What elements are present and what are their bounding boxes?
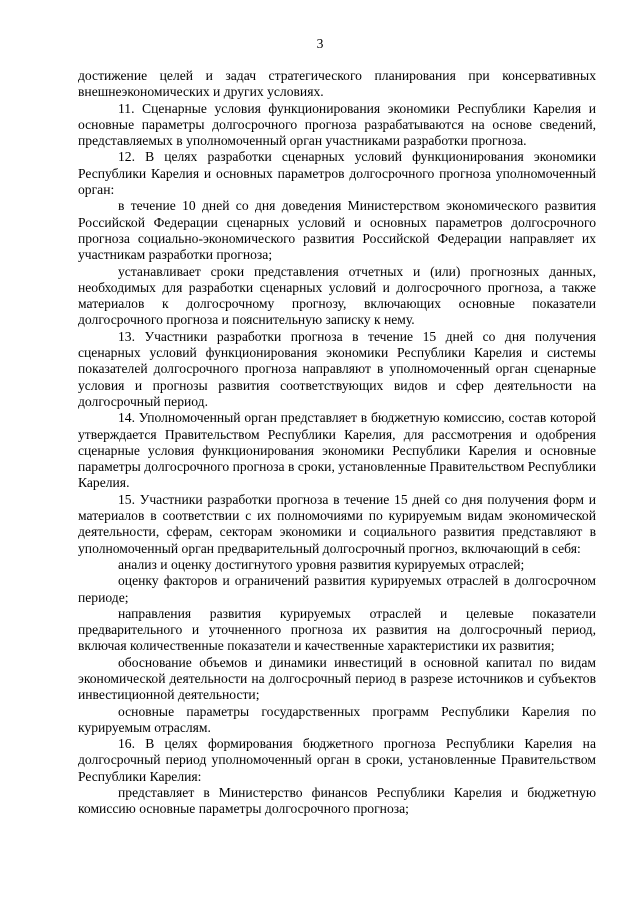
paragraph-continuation: достижение целей и задач стратегического планирования при консервативных внешнеэкономических и других условиях. xyxy=(78,68,596,100)
page-number: 3 xyxy=(316,36,324,51)
paragraph-11: 11. Сценарные условия функционирования экономики Республики Карелия и основные параметры долгосрочного прогноза разрабатываются на основе сведений, представляемых в уполномоченный орган участниками разработки прогноза. xyxy=(78,100,596,149)
paragraph-16: 16. В целях формирования бюджетного прогноза Республики Карелия на долгосрочный период уполномоченный орган в сроки, установленные Правительством Республики Карелия: xyxy=(78,736,596,784)
paragraph-12: 12. В целях разработки сценарных условий функционирования экономики Республики Карелия и основных параметров долгосрочного прогноза уполномоченный орган: xyxy=(78,149,596,198)
paragraph-15: 15. Участники разработки прогноза в течение 15 дней со дня получения форм и материалов в соответствии с их полномочиями по курируемым видам экономической деятельности, сферам, секторам экономики и социального развития представляют в уполномоченный орган предварительный долгосрочный прогноз, включающий в себя: xyxy=(78,491,596,556)
paragraph-15-item-5: основные параметры государственных программ Республики Карелия по курируемым отраслям. xyxy=(78,703,596,735)
paragraph-16-item-1: представляет в Министерство финансов Республики Карелия и бюджетную комиссию основные параметры долгосрочного прогноза; xyxy=(78,785,596,817)
paragraph-15-item-4: обоснование объемов и динамики инвестиций в основной капитал по видам экономической деятельности на долгосрочный период в разрезе источников и субъектов инвестиционной деятельности; xyxy=(78,654,596,703)
paragraph-12-item-1: в течение 10 дней со дня доведения Министерством экономического развития Российской Федерации сценарных условий и основных параметров долгосрочного прогноза социально-экономического развития Российской Федерации направляет их участникам разработки прогноза; xyxy=(78,198,596,263)
paragraph-14: 14. Уполномоченный орган представляет в бюджетную комиссию, состав которой утверждается Правительством Республики Карелия, для рассмотрения и одобрения сценарные условия функционирования экономики Республики Карелия и основные параметры долгосрочного прогноза в сроки, установленные Правительством Республики Карелия. xyxy=(78,410,596,491)
paragraph-15-item-2: оценку факторов и ограничений развития курируемых отраслей в долгосрочном периоде; xyxy=(78,573,596,605)
document-body xyxy=(78,68,596,818)
paragraph-12-item-2: устанавливает сроки представления отчетных и (или) прогнозных данных, необходимых для разработки сценарных условий и долгосрочного прогноза, а также материалов к долгосрочному прогнозу, включающих основные показатели долгосрочного прогноза и пояснительную записку к нему. xyxy=(78,263,596,328)
paragraph-15-item-3: направления развития курируемых отраслей и целевые показатели предварительного и уточненного прогноза их развития на долгосрочный период, включая количественные показатели и качественные характеристики их развития; xyxy=(78,605,596,654)
paragraph-13: 13. Участники разработки прогноза в течение 15 дней со дня получения сценарных условий функционирования экономики Республики Карелия и системы показателей долгосрочного прогноза направляют в уполномоченный орган сценарные условия и прогнозы развития соответствующих видов и сфер деятельности на долгосрочный период. xyxy=(78,328,596,409)
paragraph-15-item-1: анализ и оценку достигнутого уровня развития курируемых отраслей; xyxy=(118,556,525,572)
